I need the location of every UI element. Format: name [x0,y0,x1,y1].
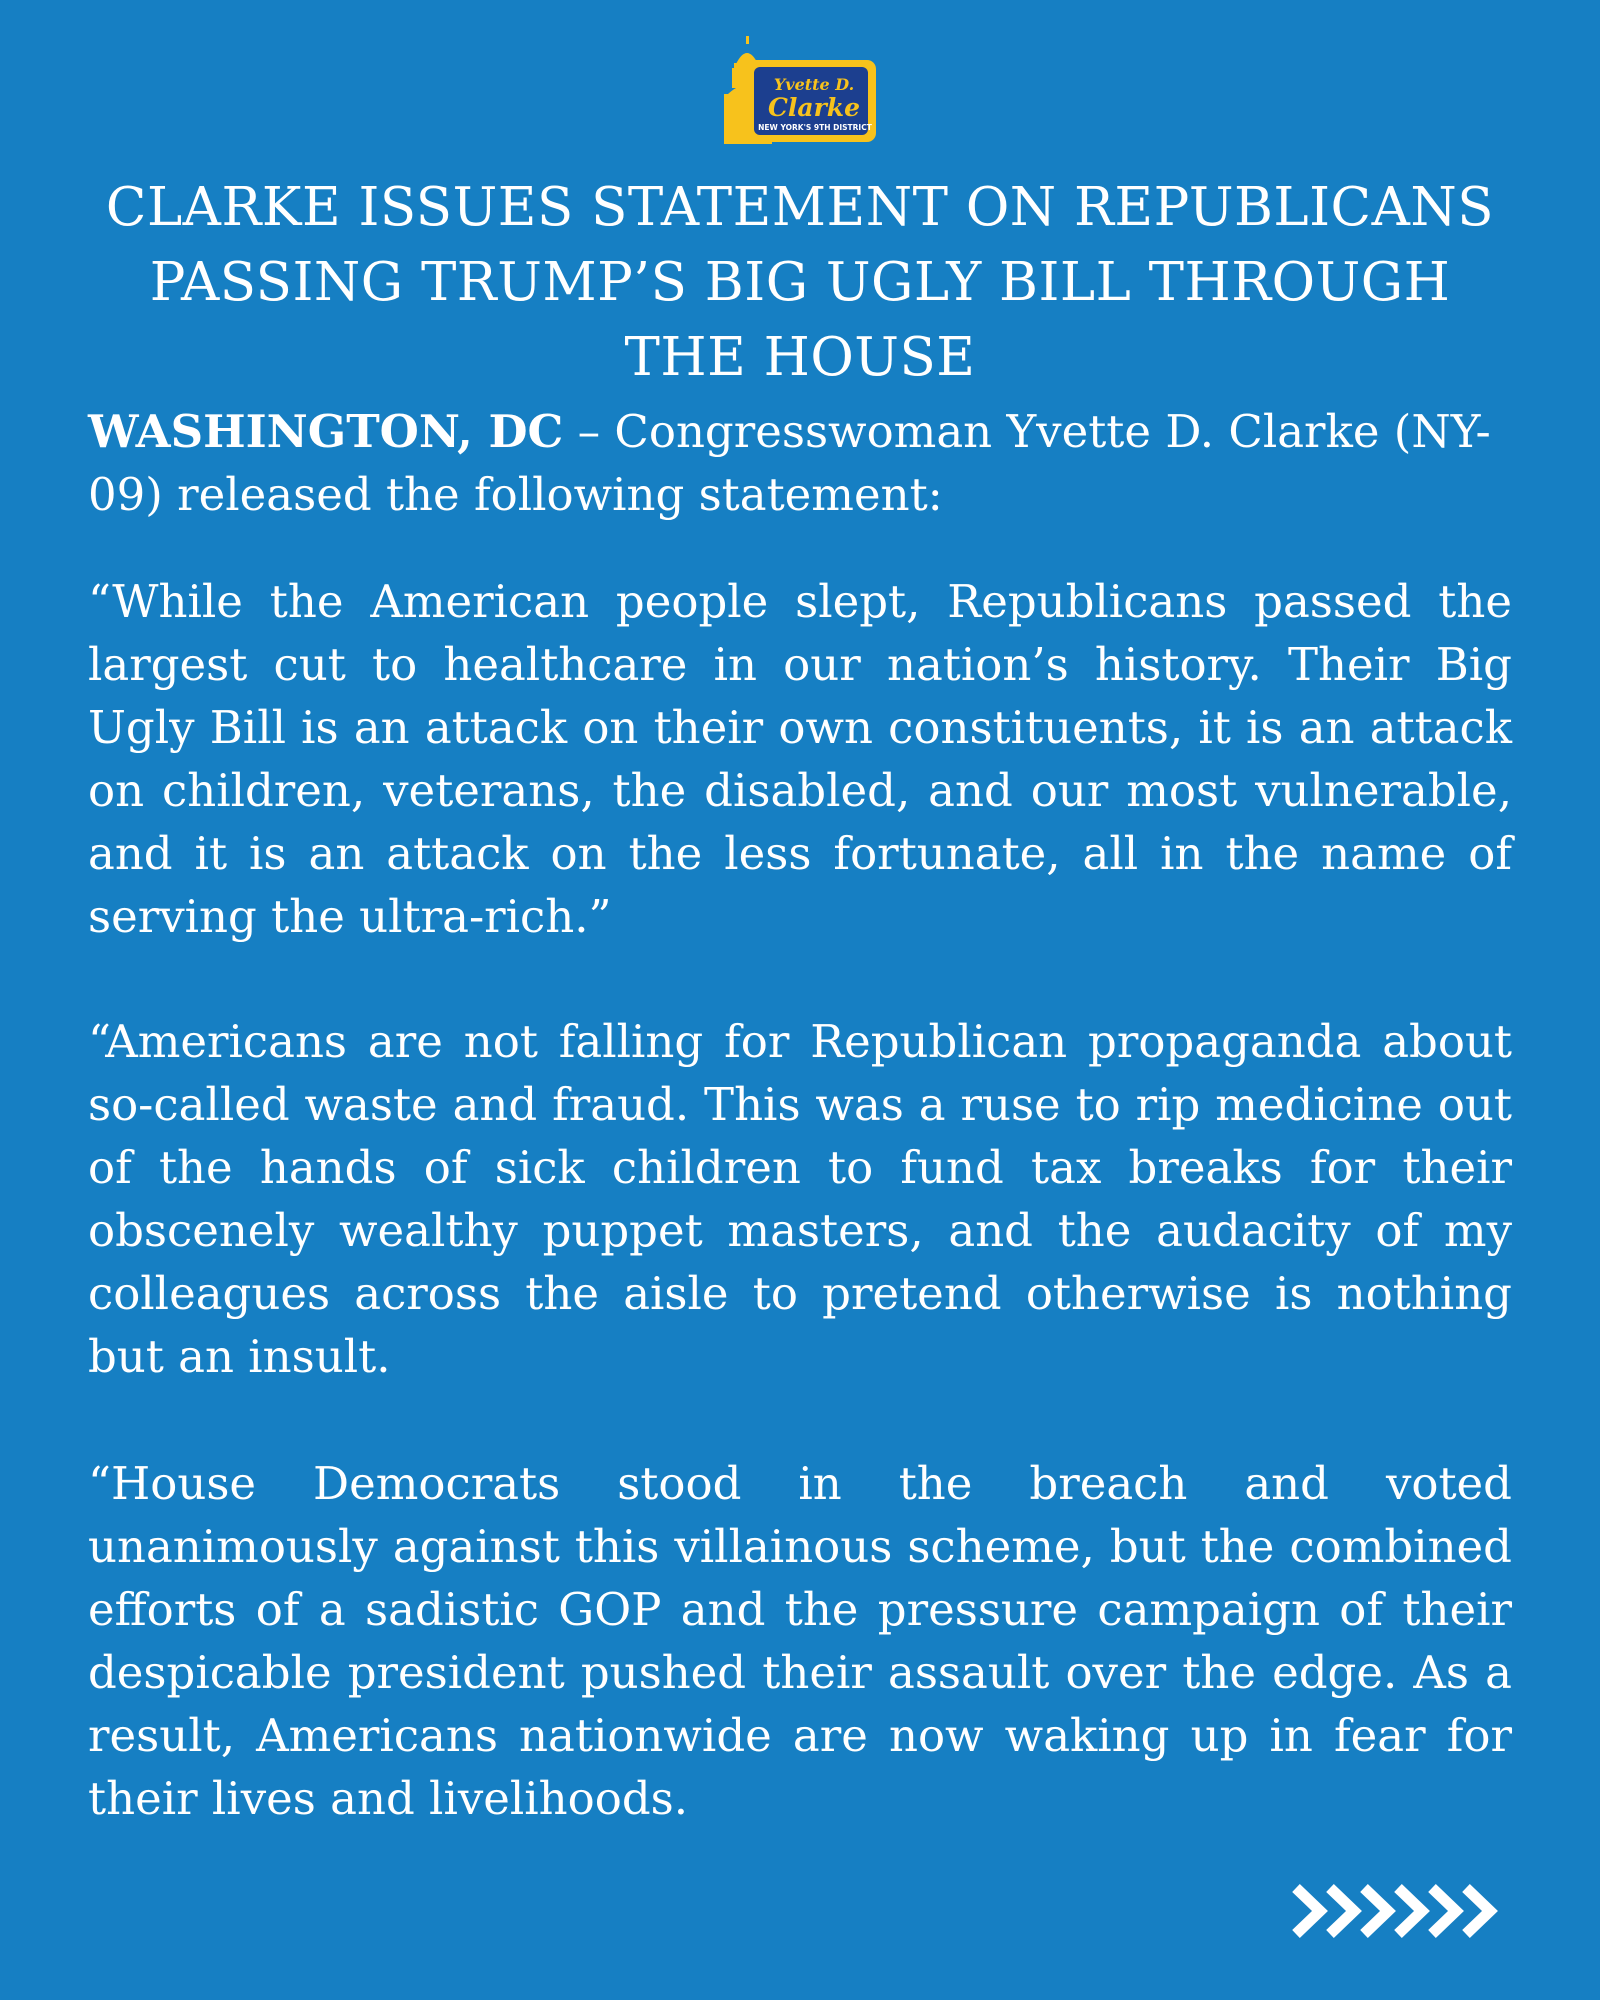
page-title: CLARKE ISSUES STATEMENT ON REPUBLICANS PASSING TRUMP’S BIG UGLY BILL THROUGH THE HOUSE [105,177,1495,388]
logo-name-line2: Clarke [768,93,860,122]
logo-name-line1: Yvette D. [773,75,855,94]
clarke-logo [724,36,878,144]
dateline [88,400,1512,526]
chevrons-right-icon[interactable] [1290,1880,1514,1942]
statement-paragraph-2: “Americans are not falling for Republican propaganda about so-called waste and fraud. This was a ruse to rip medicine out of the hands of sick children to fund tax breaks for their obscenely wealthy puppet masters, and the audacity of my colleagues across the aisle to pretend otherwise is nothing but an insult. [88,1015,1512,1383]
logo-district: NEW YORK'S 9TH DISTRICT [758,123,872,132]
statement-paragraph-3: “House Democrats stood in the breach and voted unanimously against this villainous scheme, but the combined efforts of a sadistic GOP and the pressure campaign of their despicable president pushed their assault over the edge. As a result, Americans nationwide are now waking up in fear for their lives and livelihoods. [88,1457,1512,1825]
dateline-text: – Congresswoman Yvette D. Clarke (NY-09) released the following statement: [88,405,1491,521]
dateline-location: WASHINGTON, DC [88,405,564,458]
statement-paragraph-1: “While the American people slept, Republicans passed the largest cut to healthcare in our nation’s history. Their Big Ugly Bill is an attack on their own constituents, it is an attack on children, veterans, the disabled, and our most vulnerable, and it is an attack on the less fortunate, all in the name of serving the ultra-rich.” [88,575,1512,943]
